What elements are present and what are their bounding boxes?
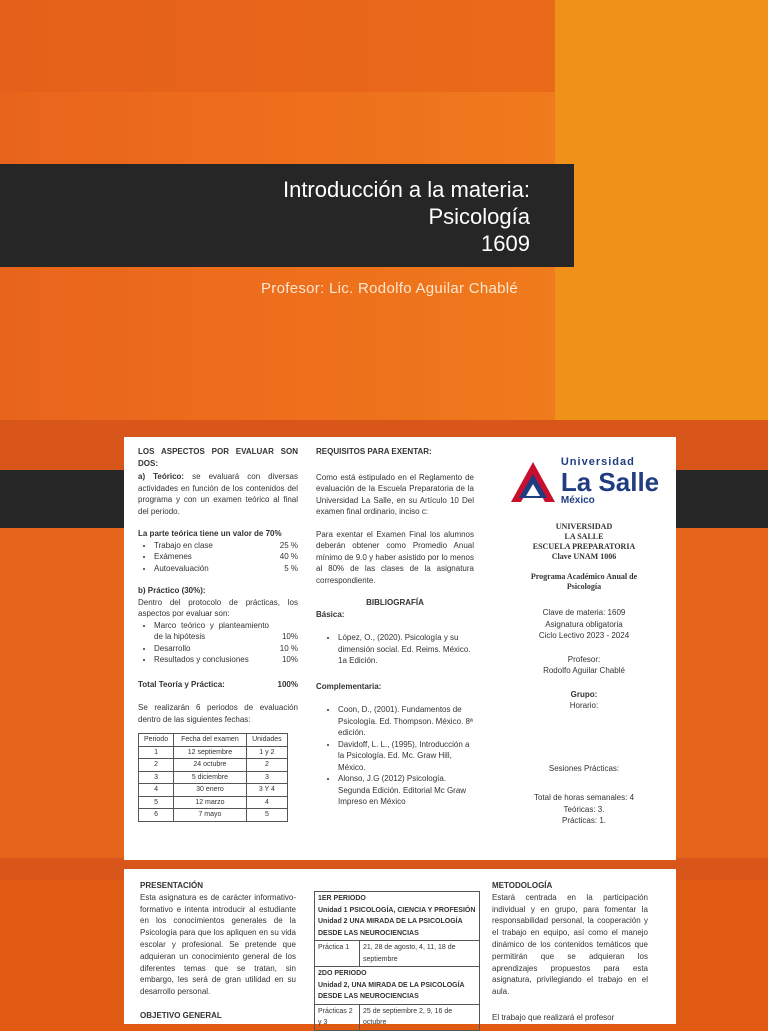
item-value: 10% bbox=[281, 632, 298, 641]
table-cell: 1 y 2 bbox=[246, 746, 287, 759]
item-label: • Autoevaluación bbox=[154, 563, 209, 573]
slide-stripe-right bbox=[555, 0, 768, 420]
item-label: • Desarrollo bbox=[154, 643, 191, 653]
item-value: 40 % bbox=[279, 552, 298, 561]
list-item bbox=[154, 540, 298, 552]
table-cell: 25 de septiembre 2, 9, 16 de octubre bbox=[360, 1004, 480, 1030]
requirements-p2: Para exentar el Examen Final los alumnos deberán obtener como Promedio Anual mínimo de 9.0 y haber asistido por lo menos al 80% de las clases de la asignatura correspondiente. bbox=[316, 529, 474, 585]
basica-list bbox=[316, 632, 474, 667]
clave: Clave de materia: 1609 bbox=[542, 608, 626, 617]
total-horas: Total de horas semanales: 4 bbox=[533, 793, 635, 802]
requirements-column bbox=[316, 446, 474, 808]
list-item: • Davidoff, L. L., (1995), Introducción a la Psicología. Ed. Mc. Graw Hill, México. bbox=[338, 739, 474, 774]
table-cell: 5 diciembre bbox=[174, 771, 247, 784]
item-label: • Trabajo en clase bbox=[154, 540, 213, 550]
table-cell: 5 bbox=[246, 809, 287, 822]
table-cell: 3 Y 4 bbox=[246, 784, 287, 797]
asignatura: Asignatura obligatoria bbox=[545, 619, 623, 629]
basica-label: Básica: bbox=[316, 609, 345, 619]
table-row bbox=[315, 892, 480, 941]
teorico-text: se evaluará con diversas actividades en función de los contenidos del programa y con un examen teórico al final del periodo. bbox=[138, 472, 298, 516]
teorico-list bbox=[138, 540, 298, 575]
table-row bbox=[139, 809, 288, 822]
list-item bbox=[154, 563, 298, 575]
periods-table bbox=[138, 733, 288, 822]
table-row bbox=[139, 759, 288, 772]
table-cell: 12 septiembre bbox=[174, 746, 247, 759]
org-line: ESCUELA PREPARATORIA bbox=[532, 542, 636, 551]
item-value: 10 % bbox=[279, 643, 298, 653]
list-item: • Coon, D., (2001). Fundamentos de Psicología. Ed. Thompson. México. 8ª edición. bbox=[338, 704, 474, 739]
list-item bbox=[154, 643, 298, 655]
item-label: • Exámenes bbox=[154, 552, 192, 561]
table-row bbox=[139, 784, 288, 797]
schedule-column bbox=[314, 891, 480, 1031]
table-cell: 2 bbox=[246, 759, 287, 772]
methodology-text: Estará centrada en la participación individual y en grupo, para fomentar la responsabilidad personal, la cooperación y el trabajo en equipo, así como el manejo dinámico de los contenidos temáticos que permitirán que se adquieran los aprendizajes propuestos para esta asignatura, privilegiando el trabajo en el aula. bbox=[492, 892, 648, 997]
practico-text: Dentro del protocolo de prácticas, los aspectos por evaluar son: bbox=[138, 597, 298, 618]
presentation-column bbox=[140, 880, 296, 1022]
teoricas: Teóricas: 3. bbox=[563, 804, 605, 814]
table-cell bbox=[315, 967, 480, 1005]
table-cell: 4 bbox=[246, 796, 287, 809]
table-row bbox=[315, 941, 480, 967]
presentation-text: Esta asignatura es de carácter informativo-formativo e intenta introducir al estudiante en los conocimientos generales de la Psicología para que los apliquen en su vida escolar y profesional. Se pretende que adquieran un conocimiento general de los diferentes temas que se tratan, sin embargo, les será de gran utilidad en su desarrollo personal. bbox=[140, 892, 296, 997]
table-cell: 24 octubre bbox=[174, 759, 247, 772]
table-cell: 2 bbox=[139, 759, 174, 772]
table-cell: 12 marzo bbox=[174, 796, 247, 809]
unit-title: Unidad 2, UNA MIRADA DE LA PSICOLOGÍA DESDE LAS NEUROCIENCIAS bbox=[318, 981, 465, 1000]
ciclo: Ciclo Lectivo 2023 - 2024 bbox=[538, 631, 630, 640]
sesiones-label: Sesiones Prácticas: bbox=[548, 763, 620, 773]
logo-wordmark bbox=[561, 457, 659, 506]
total-label: Total Teoría y Práctica: bbox=[138, 679, 225, 689]
complementaria-label: Complementaria: bbox=[316, 681, 382, 691]
requirements-heading: REQUISITOS PARA EXENTAR: bbox=[316, 447, 432, 456]
title-slide bbox=[0, 0, 768, 420]
teorico-label: a) Teórico: bbox=[138, 472, 185, 481]
table-row bbox=[315, 967, 480, 1005]
practico-list bbox=[138, 620, 298, 666]
org-block bbox=[499, 522, 669, 562]
schedule-table bbox=[314, 891, 480, 1031]
document-page-1 bbox=[124, 437, 676, 860]
list-item bbox=[154, 620, 298, 643]
presentation-heading: PRESENTACIÓN bbox=[140, 881, 203, 890]
unit-title: Unidad 1 PSICOLOGÍA, CIENCIA Y PROFESIÓN bbox=[318, 906, 476, 914]
practico-label: b) Práctico (30%): bbox=[138, 586, 206, 595]
list-item bbox=[154, 551, 298, 563]
logo-main: La Salle bbox=[560, 466, 660, 497]
table-row bbox=[139, 796, 288, 809]
period-title: 2DO PERIODO bbox=[318, 970, 367, 977]
methodology-next: El trabajo que realizará el profesor bbox=[492, 1012, 615, 1022]
slide-subtitle: Profesor: Lic. Rodolfo Aguilar Chablé bbox=[261, 280, 519, 297]
item-value: 5 % bbox=[284, 563, 298, 573]
table-row bbox=[139, 746, 288, 759]
cover-column bbox=[499, 457, 669, 827]
list-item bbox=[154, 654, 298, 666]
table-cell: 7 mayo bbox=[174, 809, 247, 822]
teorico-paragraph bbox=[138, 471, 298, 517]
logo-top: Universidad bbox=[560, 456, 635, 468]
org-line: UNIVERSIDAD bbox=[555, 522, 613, 531]
table-cell: 1 bbox=[139, 746, 174, 759]
slide-title bbox=[283, 176, 530, 257]
table-cell bbox=[315, 892, 480, 941]
column-header: Unidades bbox=[246, 734, 287, 747]
evaluation-column bbox=[138, 446, 298, 822]
table-cell: 4 bbox=[139, 784, 174, 797]
title-band bbox=[0, 164, 574, 267]
column-header: Fecha del examen bbox=[174, 734, 247, 747]
table-cell: 6 bbox=[139, 809, 174, 822]
table-cell: 3 bbox=[139, 771, 174, 784]
list-item: • Alonso, J.G (2012) Psicología. Segunda Edición. Editorial Mc Graw Impreso en México bbox=[338, 773, 474, 808]
item-value: 25 % bbox=[279, 540, 298, 550]
table-cell: Prácticas 2 y 3 bbox=[315, 1004, 360, 1030]
methodology-column bbox=[492, 880, 648, 1024]
item-value: 10% bbox=[281, 655, 298, 664]
table-cell: 5 bbox=[139, 796, 174, 809]
table-cell: 3 bbox=[246, 771, 287, 784]
column-header: Periodo bbox=[139, 734, 174, 747]
total-value: 100% bbox=[277, 679, 298, 689]
period-title: 1ER PERIODO bbox=[318, 895, 366, 902]
table-cell: 21, 28 de agosto, 4, 11, 18 de septiembre bbox=[360, 941, 480, 967]
table-row bbox=[315, 1004, 480, 1030]
complementaria-list bbox=[316, 704, 474, 808]
periodos-text: Se realizarán 6 periodos de evaluación dentro de las siguientes fechas: bbox=[138, 703, 298, 724]
table-cell: 30 enero bbox=[174, 784, 247, 797]
requirements-p1: Como está estipulado en el Reglamento de evaluación de la Escuela Preparatoria de la Universidad La Salle, en su Artículo 10 Del examen final ordinario, inciso c: bbox=[316, 472, 474, 516]
table-row bbox=[139, 771, 288, 784]
profesor-name: Rodolfo Aguilar Chablé bbox=[543, 666, 625, 675]
programa: Programa Académico Anual de Psicología bbox=[530, 572, 638, 591]
org-line: LA SALLE bbox=[564, 532, 604, 541]
unit-title: Unidad 2 UNA MIRADA DE LA PSICOLOGÍA DESDE LAS NEUROCIENCIAS bbox=[318, 918, 463, 937]
parte-teorica: La parte teórica tiene un valor de 70% bbox=[138, 529, 282, 538]
org-line: Clave UNAM 1006 bbox=[551, 552, 617, 561]
profesor-label: Profesor: bbox=[567, 654, 601, 664]
lasalle-logo bbox=[499, 457, 669, 506]
logo-sub: México bbox=[560, 494, 595, 506]
bibliography-heading: BIBLIOGRAFÍA bbox=[366, 598, 424, 607]
horario-label: Horario: bbox=[569, 701, 599, 710]
total-row bbox=[138, 679, 298, 691]
title-line-1: Introducción a la materia: bbox=[282, 177, 530, 202]
table-cell: Práctica 1 bbox=[315, 941, 360, 967]
grupo-label: Grupo: bbox=[570, 689, 598, 699]
title-line-3: 1609 bbox=[481, 231, 530, 256]
list-item: • López, O., (2020). Psicología y su dimensión social. Ed. Reims. México. 1a Edición. bbox=[338, 632, 474, 667]
objetivo-heading: OBJETIVO GENERAL bbox=[140, 1010, 222, 1020]
methodology-heading: METODOLOGÍA bbox=[492, 881, 553, 890]
item-label: • Resultados y conclusiones bbox=[154, 655, 249, 664]
title-line-2: Psicología bbox=[428, 204, 530, 229]
practicas: Prácticas: 1. bbox=[561, 816, 606, 825]
item-label: • Marco teórico y planteamiento de la hipótesis bbox=[154, 620, 269, 641]
lasalle-star-icon bbox=[509, 460, 557, 504]
document-page-2 bbox=[124, 869, 676, 1024]
table-header-row bbox=[139, 734, 288, 747]
evaluation-heading: LOS ASPECTOS POR EVALUAR SON DOS: bbox=[138, 447, 298, 468]
